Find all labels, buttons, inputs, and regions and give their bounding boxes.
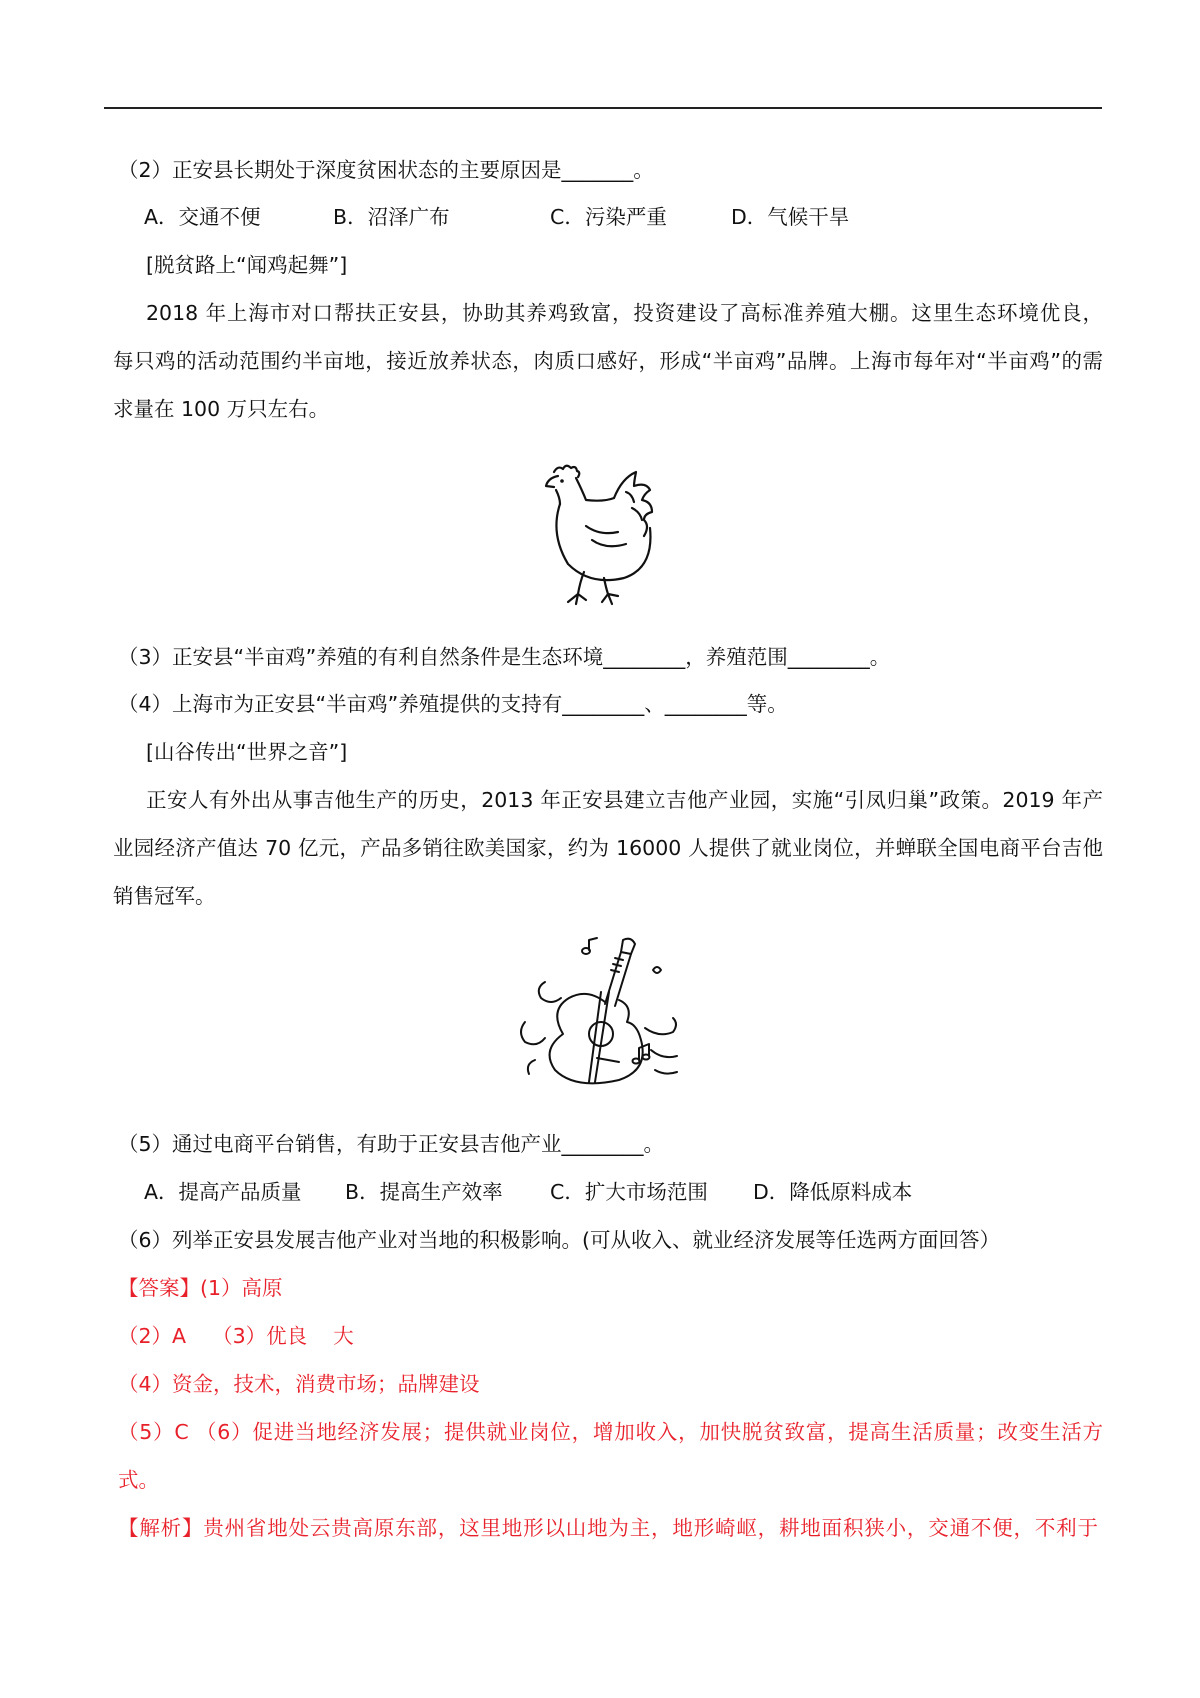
section-title-guitar: [山谷传出“世界之音”]: [146, 740, 348, 764]
analysis-line-1: 【解析】贵州省地处云贵高原东部，这里地形以山地为主，地形崎岖，耕地面积狭小，交通不便，不利于: [118, 1516, 1098, 1540]
q2-option-d: D．气候干旱: [731, 205, 850, 229]
question-2-stem: （2）正安县长期处于深度贫困状态的主要原因是_______。: [118, 158, 654, 182]
q5-option-d: D．降低原料成本: [753, 1180, 913, 1204]
question-3: （3）正安县“半亩鸡”养殖的有利自然条件是生态环境________，养殖范围________。: [118, 645, 891, 669]
question-5-stem: （5）通过电商平台销售，有助于正安县吉他产业________。: [118, 1132, 665, 1156]
answer-line-4: （5）C （6）促进当地经济发展；提供就业岗位，增加收入，加快脱贫致富，提高生活质量；改变生活方: [118, 1420, 1103, 1444]
section2-para-line-3: 销售冠军。: [113, 884, 216, 908]
guitar-illustration: [505, 930, 690, 1090]
header-rule: [104, 107, 1102, 109]
section1-para-line-2: 每只鸡的活动范围约半亩地，接近放养状态，肉质口感好，形成“半亩鸡”品牌。上海市每年对“半亩鸡”的需: [113, 349, 1103, 373]
question-4: （4）上海市为正安县“半亩鸡”养殖提供的支持有________、________等。: [118, 692, 788, 716]
section2-para-line-1: 正安人有外出从事吉他生产的历史，2013 年正安县建立吉他产业园，实施“引凤归巢”政策。2019 年产: [146, 788, 1103, 812]
answer-line-2: （2）A （3）优良 大: [118, 1324, 354, 1348]
section1-para-line-3: 求量在 100 万只左右。: [113, 397, 330, 421]
question-6: （6）列举正安县发展吉他产业对当地的积极影响。(可从收入、就业经济发展等任选两方面回答）: [118, 1228, 1001, 1252]
q5-option-a: A．提高产品质量: [144, 1180, 302, 1204]
q2-option-b: B．沼泽广布: [333, 205, 450, 229]
answer-line-3: （4）资金，技术，消费市场；品牌建设: [118, 1372, 480, 1396]
q2-option-a: A．交通不便: [144, 205, 261, 229]
q2-option-c: C．污染严重: [550, 205, 667, 229]
answer-line-5: 式。: [118, 1468, 159, 1492]
q5-option-b: B．提高生产效率: [345, 1180, 503, 1204]
section1-para-line-1: 2018 年上海市对口帮扶正安县，协助其养鸡致富，投资建设了高标准养殖大棚。这里生态环境优良，: [146, 301, 1103, 325]
section2-para-line-2: 业园经济产值达 70 亿元，产品多销往欧美国家，约为 16000 人提供了就业岗位，并蝉联全国电商平台吉他: [113, 836, 1103, 860]
chicken-illustration: [540, 462, 670, 612]
answer-line-1: 【答案】(1）高原: [118, 1276, 283, 1300]
q5-option-c: C．扩大市场范围: [550, 1180, 708, 1204]
section-title-chicken: [脱贫路上“闻鸡起舞”]: [146, 253, 348, 277]
